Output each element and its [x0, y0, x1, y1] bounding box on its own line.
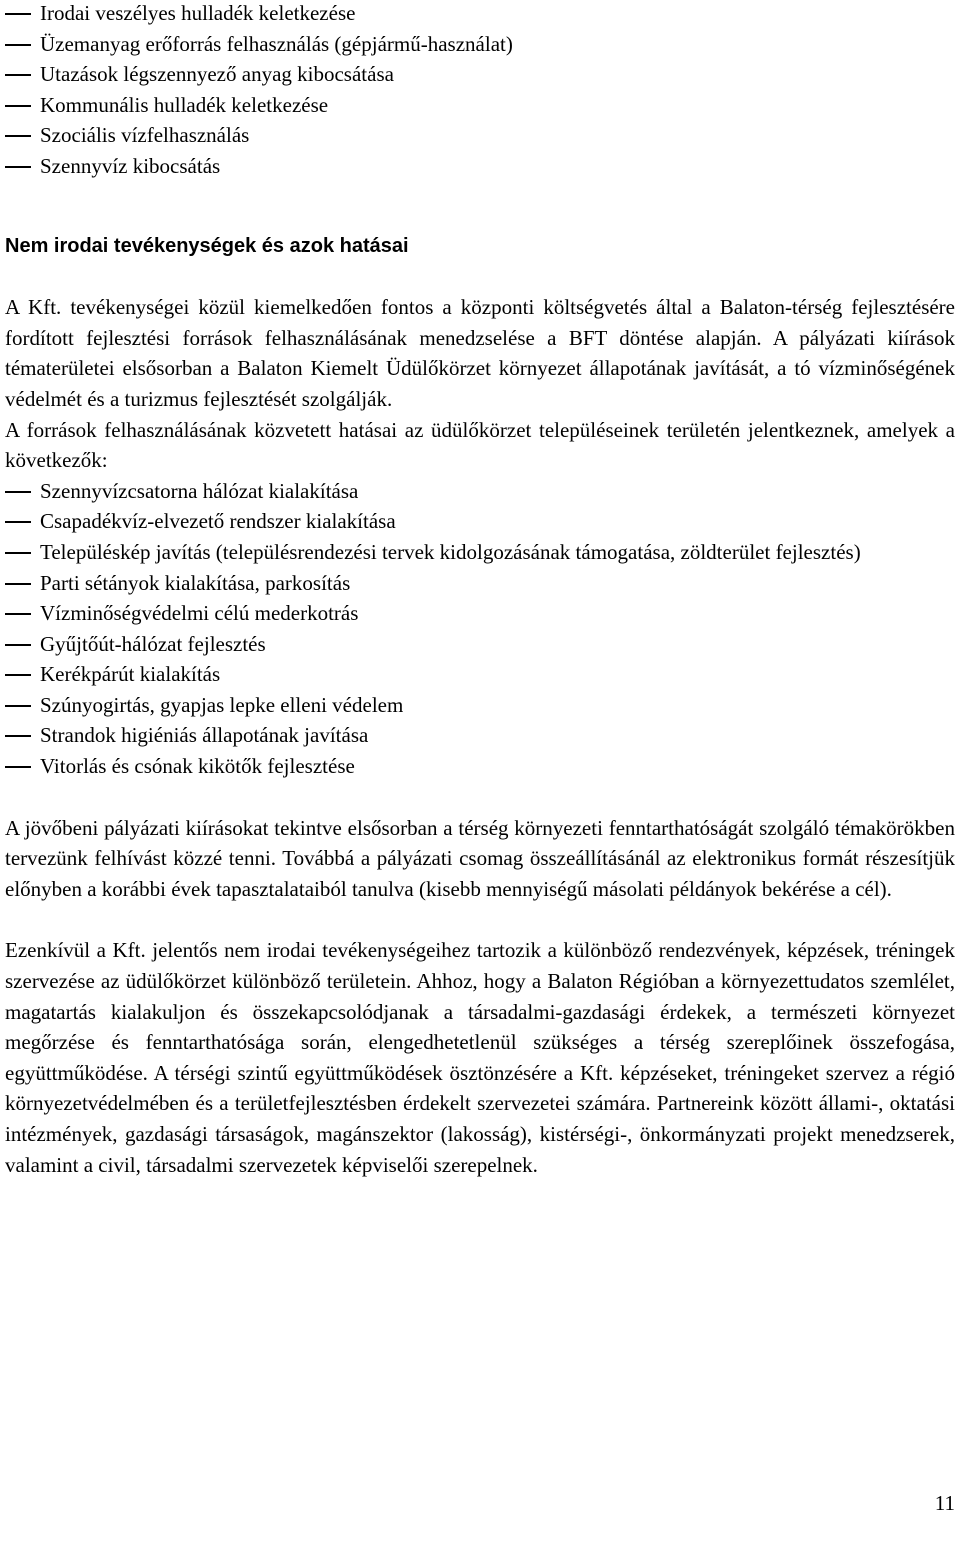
dash-bullet	[5, 521, 31, 523]
list-item: Üzemanyag erőforrás felhasználás (gépjármű-használat)	[5, 29, 955, 60]
dash-bullet	[5, 166, 31, 168]
list-item: Strandok higiéniás állapotának javítása	[5, 720, 955, 751]
list-item: Szennyvíz kibocsátás	[5, 151, 955, 182]
paragraph-future-calls: A jövőbeni pályázati kiírásokat tekintve elsősorban a térség környezeti fenntarthatóságát szolgáló témakörökben tervezünk felhívást közzé tenni. Továbbá a pályázati csomag összeállításánál az elektronikus formát részesítjük előnyben a korábbi évek tapasztalataiból tanulva (kisebb mennyiségű másolati példányok bekérése a cél).	[5, 815, 955, 901]
dash-bullet	[5, 491, 31, 493]
list-item: Gyűjtőút-hálózat fejlesztés	[5, 629, 955, 660]
paragraph-events-trainings: Ezenkívül a Kft. jelentős nem irodai tevékenységeihez tartozik a különböző rendezvények, képzések, tréningek szervezése az üdülőkörzet különböző területein. Ahhoz, hogy a Balaton Régióban a környezettudatos szemlélet, magatartás kialakuljon és összekapcsolódjanak a társadalmi-gazdasági érdekek, a természeti környezet megőrzése és fenntarthatósága során, elengedhetetlenül szükséges a térség szereplőinek összefogása, együttműködése. A térségi szintű együttműködések ösztönzésére a Kft. képzéseket, tréningeket szervez a régió környezetvédelmében és a területfejlesztésben érdekelt szervezetei számára. Partnereink között állami-, oktatási intézmények, gazdasági társaságok, magánszektor (lakosság), kistérségi-, önkormányzati projekt menedzserek, valamint a civil, társadalmi szervezetek képviselői szerepelnek.	[5, 938, 955, 1177]
page-number: 11	[934, 1491, 955, 1515]
list-item: Parti sétányok kialakítása, parkosítás	[5, 568, 955, 599]
dash-bullet	[5, 135, 31, 137]
list-item: Településkép javítás (településrendezési tervek kidolgozásának támogatása, zöldterület fejlesztés)	[5, 537, 955, 568]
list-item: Kommunális hulladék keletkezése	[5, 90, 955, 121]
dash-bullet	[5, 766, 31, 768]
dash-bullet	[5, 735, 31, 737]
paragraph-intro: A Kft. tevékenységei közül kiemelkedően fontos a központi költségvetés által a Balaton-térség fejlesztésére fordított fejlesztési források felhasználásának menedzselése a BFT döntése alapján. A pályázati kiírások tématerületei elsősorban a Balaton Kiemelt Üdülőkörzet környezet állapotának javítását, a tó vízminőségének védelmét és a turizmus fejlesztését szolgálják.	[5, 295, 955, 411]
paragraph-indirect-effects: A források felhasználásának közvetett hatásai az üdülőkörzet településeinek területén jelentkeznek, amelyek a következők:	[5, 417, 955, 473]
list-item: Vízminőségvédelmi célú mederkotrás	[5, 598, 955, 629]
list-item: Utazások légszennyező anyag kibocsátása	[5, 59, 955, 90]
list-item: Kerékpárút kialakítás	[5, 659, 955, 690]
dash-bullet	[5, 13, 31, 15]
dash-bullet	[5, 644, 31, 646]
list-item: Csapadékvíz-elvezető rendszer kialakítása	[5, 506, 955, 537]
list-item: Vitorlás és csónak kikötők fejlesztése	[5, 751, 955, 782]
impact-list-projects	[5, 476, 955, 782]
dash-bullet	[5, 74, 31, 76]
dash-bullet	[5, 613, 31, 615]
list-item: Irodai veszélyes hulladék keletkezése	[5, 0, 955, 29]
dash-bullet	[5, 105, 31, 107]
dash-bullet	[5, 705, 31, 707]
section-heading: Nem irodai tevékenységek és azok hatásai	[5, 234, 409, 257]
list-item: Szúnyogirtás, gyapjas lepke elleni védelem	[5, 690, 955, 721]
impact-list-office	[5, 0, 955, 182]
document-page	[5, 0, 955, 1180]
list-item: Szennyvízcsatorna hálózat kialakítása	[5, 476, 955, 507]
dash-bullet	[5, 44, 31, 46]
list-item: Szociális vízfelhasználás	[5, 120, 955, 151]
dash-bullet	[5, 674, 31, 676]
dash-bullet	[5, 552, 31, 554]
dash-bullet	[5, 583, 31, 585]
